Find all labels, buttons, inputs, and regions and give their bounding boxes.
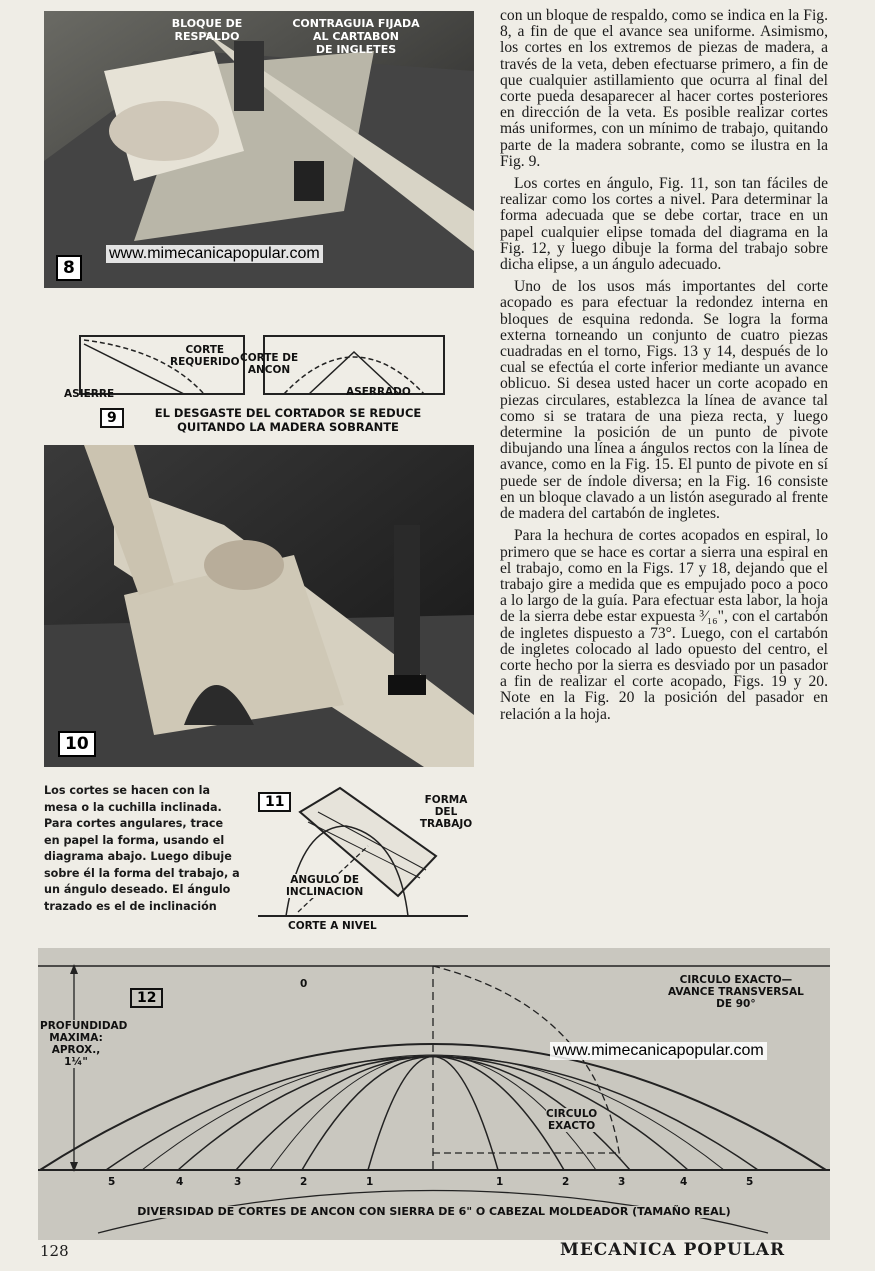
figure-10-photo (44, 445, 474, 767)
paragraph-1: con un bloque de respaldo, como se indica en la Fig. 8, a fin de que el avance sea uniforme. Asimismo, los cortes en los extremos de piezas de madera, a través de la veta, deben efectuarse primero, a fin de que cualquier astillamiento que ocurra al final del corte pueda desaparecer al hacer cortes posteriores en dirección de la veta. Es posible realizar cortes más uniformes, con un mínimo de trabajo, quitando parte de la madera sobrante, como se ilustra en la Fig. 9. (500, 7, 828, 170)
paragraph-4: Para la hechura de cortes acopados en espiral, lo primero que se hace es cortar a sierra una espiral en el trabajo, como en la Figs. 17 y 18, dejando que el trabajo gire a medida que es empujado poco a poco a lo largo de la guía. Para efectuar esta labor, la hoja de la sierra debe estar expuesta ³⁄₁₆", con el cartabón de ingletes dispuesto a 73°. Luego, con el cartabón de ingletes colocado al lado opuesto del centro, el corte hecho por la sierra es desviado por un pasador a fin de realizar el corte acopado, Figs. 19 y 20. Note en la Fig. 20 la posición del pasador en relación a la hoja. (500, 527, 828, 723)
figure-11-number: 11 (258, 792, 291, 812)
tick-right-1: 1 (496, 1176, 504, 1188)
label-corte-nivel: CORTE A NIVEL (288, 920, 377, 932)
label-profundidad-maxima: PROFUNDIDAD MAXIMA: APROX., 1¼" (40, 1020, 128, 1068)
figure-9-caption-line2: QUITANDO LA MADERA SOBRANTE (177, 420, 399, 434)
tick-right-2: 2 (562, 1176, 570, 1188)
label-corte-ancon: CORTE DE ANCON (240, 352, 299, 376)
tick-left-5: 5 (108, 1176, 116, 1188)
paragraph-2: Los cortes en ángulo, Fig. 11, son tan fáciles de realizar como los cortes a nivel. Para determinar la forma adecuada que se debe cortar, trace en un papel cualquier elipse tomada del diagrama en la Fig. 12, y luego dibuje la forma del trabajo sobre dicha elipse, a un ángulo adecuado. (500, 175, 828, 274)
figure-9-number: 9 (100, 408, 124, 428)
figure-9-caption-line1: EL DESGASTE DEL CORTADOR SE REDUCE (154, 406, 422, 420)
label-forma-trabajo: FORMA DEL TRABAJO (419, 794, 473, 830)
label-circulo-exacto-avance: CIRCULO EXACTO— AVANCE TRANSVERSAL DE 90° (668, 974, 804, 1010)
figure-9-diagram (44, 300, 474, 440)
figure-10-side-caption: Los cortes se hacen con la mesa o la cuchilla inclinada. Para cortes angulares, trace en papel la forma, usando el diagrama abajo. Luego dibuje sobre él la forma del trabajo, a un ángulo deseado. El ángulo trazado es el de inclinación (44, 784, 240, 913)
label-corte-requerido: CORTE REQUERIDO (170, 344, 240, 368)
tick-left-4: 4 (176, 1176, 184, 1188)
figure-9-caption (128, 406, 448, 434)
callout-contraguia: CONTRAGUIA FIJADA AL CARTABON DE INGLETES (292, 17, 420, 56)
watermark-fig8: www.mimecanicapopular.com (106, 245, 323, 263)
page-number: 128 (40, 1242, 69, 1260)
figure-10-image (44, 445, 474, 767)
tick-right-5: 5 (746, 1176, 754, 1188)
callout-bloque-respaldo: BLOQUE DE RESPALDO (171, 17, 243, 43)
figure-8-photo (44, 11, 474, 288)
label-angulo-inclinacion: ANGULO DE INCLINACION (286, 874, 364, 898)
article-body (500, 8, 828, 729)
label-circulo-exacto: CIRCULO EXACTO (546, 1108, 598, 1132)
figure-10-number: 10 (58, 731, 96, 757)
magazine-name: MECANICA POPULAR (560, 1240, 786, 1260)
paragraph-3: Uno de los usos más importantes del corte acopado es para efectuar la redondez interna en bloques de esquina redonda. Se logra la forma externa torneando un conjunto de cuatro piezas cuadradas en el torno, Figs. 13 y 14, después de lo cual se efectúa el corte inferior mediante un avance oblicuo. Si desea usted hacer un corte acopado en piezas circulares, establezca la línea de avance tal como si se tratara de una pieza recta, y luego determine la posición de un punto de pivote dibujando una línea a ángulos rectos con la línea de avance, como en la Fig. 15. El punto de pivote en sí puede ser de índole diversa; en la Fig. 16 consiste en un bloque clavado a un listón asegurado al frente de madera del cartabón de ingletes. (500, 278, 828, 523)
figure-12-number: 12 (130, 988, 163, 1008)
tick-left-2: 2 (300, 1176, 308, 1188)
tick-left-1: 1 (366, 1176, 374, 1188)
figure-12-diagram (38, 948, 830, 1240)
label-aserrado: ASERRADO (346, 386, 411, 398)
label-asierre: ASIERRE (64, 388, 115, 400)
figure-8-number: 8 (56, 255, 82, 281)
tick-right-3: 3 (618, 1176, 626, 1188)
tick-right-4: 4 (680, 1176, 688, 1188)
figure-11-diagram (248, 786, 476, 936)
figure-12-caption: DIVERSIDAD DE CORTES DE ANCON CON SIERRA DE 6" O CABEZAL MOLDEADOR (TAMAÑO REAL) (98, 1206, 770, 1218)
marker-o: 0 (300, 978, 308, 990)
tick-left-3: 3 (234, 1176, 242, 1188)
watermark-fig12: www.mimecanicapopular.com (550, 1042, 767, 1060)
